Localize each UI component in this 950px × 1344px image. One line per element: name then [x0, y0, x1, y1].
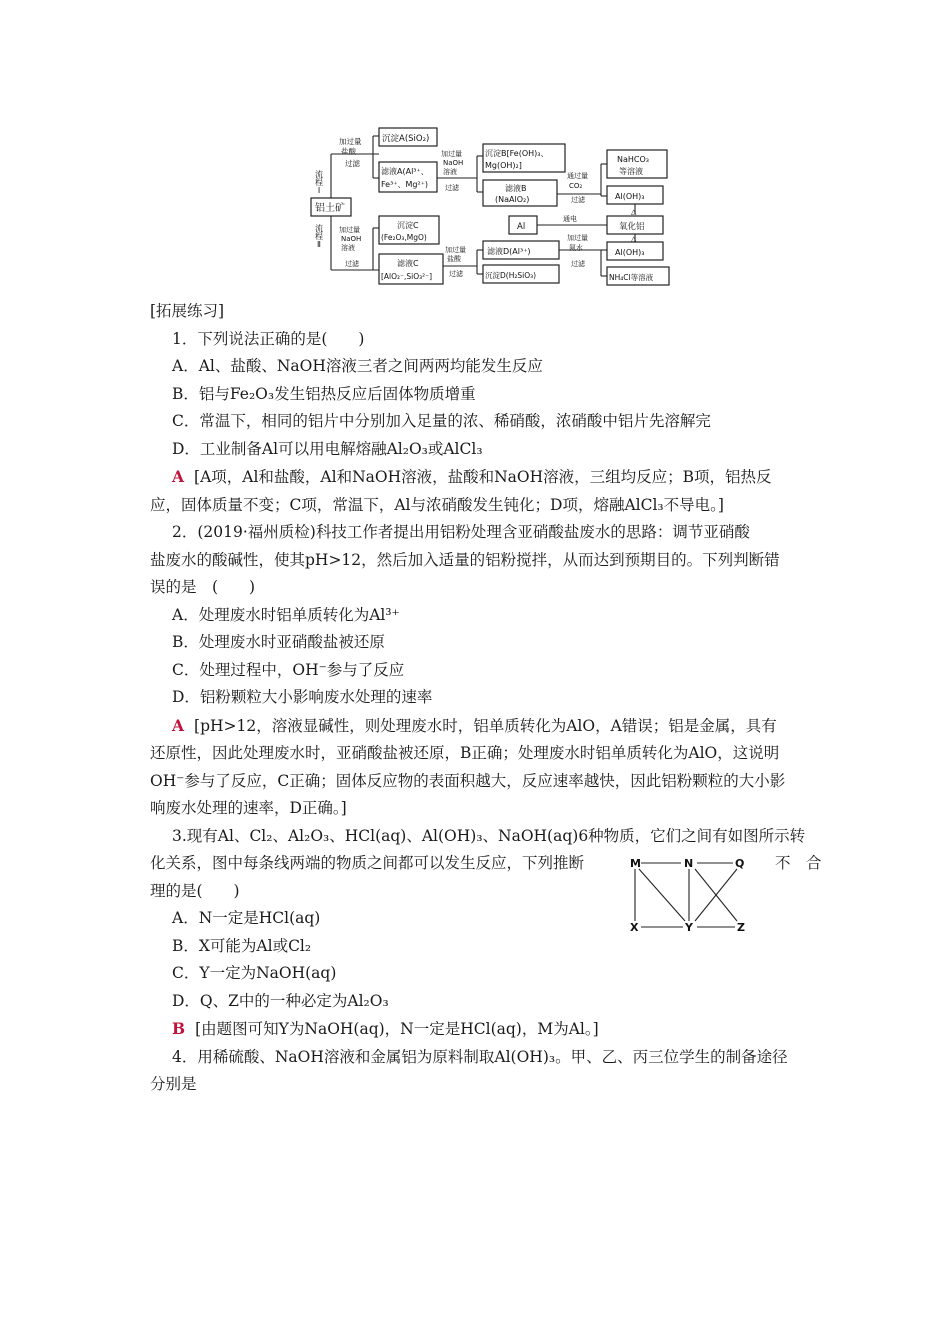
- bauxite-label: 铝土矿: [315, 203, 345, 214]
- r1-cond2c: 溶液: [443, 168, 457, 176]
- route1-label: 流程Ⅰ: [314, 170, 324, 195]
- q2-stem-line1: 2．(2019·福州质检)科技工作者提出用铝粉处理含亚硝酸盐废水的思路：调节亚硝酸: [172, 523, 750, 541]
- r1-cond2a: 加过量: [441, 150, 462, 158]
- q2-answer: A: [172, 715, 185, 735]
- q4-stem-line1: 4．用稀硫酸、NaOH溶液和金属铝为原料制取Al(OH)₃。甲、乙、丙三位学生的制备途径: [172, 1047, 788, 1066]
- electrolysis-label: 通电: [563, 215, 577, 223]
- r2-cond3b: 氨水: [569, 244, 583, 252]
- q2-explanation-line3: OH⁻参与了反应，C正确；固体反应物的表面积越大，反应速率越快，因此铝粉颗粒的大小影: [150, 771, 786, 790]
- r2-cond2a: 加过量: [445, 246, 466, 254]
- q1-stem: 1．下列说法正确的是( ): [172, 329, 365, 348]
- q3-option-b: B．X可能为Al或Cl₂: [172, 936, 312, 955]
- q3-stem-line2-end: 不 合: [775, 854, 822, 872]
- heat-symbol-bottom: △: [631, 235, 637, 243]
- nahco3-line1: NaHCO₃: [617, 155, 649, 164]
- ppt-b-line2: Mg(OH)₂]: [485, 161, 522, 170]
- nahco3-line2: 等溶液: [619, 167, 643, 176]
- node-q: Q: [735, 857, 745, 870]
- ppt-b-line1: 沉淀B[Fe(OH)₃、: [485, 149, 549, 158]
- q2-explanation-line4: 响废水处理的速率，D正确。]: [150, 799, 347, 817]
- ppt-d-label: 沉淀D(H₂SiO₃): [485, 271, 537, 280]
- node-z: Z: [737, 921, 745, 934]
- node-n: N: [684, 857, 694, 870]
- filtrate-d-label: 滤液D(Al³⁺): [487, 247, 531, 256]
- q2-option-b: B．处理废水时亚硝酸盐被还原: [172, 633, 385, 651]
- ppt-a-label: 沉淀A(SiO₂): [382, 134, 430, 144]
- substance-relation-diagram: [625, 855, 755, 935]
- q3-stem-line3: 理的是( ): [150, 881, 240, 900]
- q1-option-c: C．常温下，相同的铝片中分别加入足量的浓、稀硝酸，浓硝酸中铝片先溶解完: [172, 412, 711, 430]
- r2-cond1b: NaOH: [341, 235, 362, 243]
- r2-cond1c: 溶液: [341, 244, 355, 252]
- q3-stem-line2: 化关系，图中每条线两端的物质之间都可以发生反应，下列推断 不 合: [150, 850, 820, 878]
- r1-cond3a: 通过量: [567, 172, 588, 180]
- q1-option-b: B．铝与Fe₂O₃发生铝热反应后固体物质增重: [172, 384, 476, 403]
- node-x: X: [630, 921, 639, 934]
- filtrate-a-line1: 滤液A(Al³⁺、: [381, 167, 429, 176]
- r2-cond3a: 加过量: [567, 234, 588, 242]
- q3-option-d: D．Q、Z中的一种必定为Al₂O₃: [172, 991, 389, 1010]
- q3-answer: B: [172, 1019, 186, 1038]
- r1-cond3b: CO₂: [569, 182, 583, 190]
- filtrate-c-line2: [AlO₂⁻,SiO₃²⁻]: [381, 272, 433, 281]
- q1-answer: A: [172, 467, 185, 486]
- r1-cond1a: 加过量: [339, 137, 362, 146]
- q1-explanation-line1: A [A项，Al和盐酸，Al和NaOH溶液，盐酸和NaOH溶液，三组均反应；B项，铝热反: [172, 467, 772, 486]
- ppt-c-line2: (Fe₂O₃,MgO): [381, 233, 427, 242]
- q2-option-c: C．处理过程中，OH⁻参与了反应: [172, 660, 405, 679]
- r1-cond2b: NaOH: [443, 159, 464, 167]
- aloh3-bottom-label: Al(OH)₃: [615, 248, 645, 257]
- r2-cond2c: 过滤: [449, 270, 463, 278]
- r2-cond3c: 过滤: [571, 260, 585, 268]
- q3-explanation: B [由题图可知Y为NaOH(aq)，N一定是HCl(aq)，M为Al。]: [172, 1019, 599, 1038]
- q2-explanation-line2: 还原性，因此处理废水时，亚硝酸盐被还原，B正确；处理废水时铝单质转化为AlO，这说明: [150, 744, 780, 762]
- q3-option-c: C．Y一定为NaOH(aq): [172, 964, 337, 982]
- aloh3-top-label: Al(OH)₃: [615, 192, 645, 201]
- alumina-label: 氧化铝: [619, 222, 645, 232]
- q2-explanation-line1: A [pH>12，溶液显碱性，则处理废水时，铝单质转化为AlO，A错误；铝是金属，具有: [172, 715, 777, 735]
- r1-cond2d: 过滤: [445, 184, 459, 192]
- q3-option-a: A．N一定是HCl(aq): [172, 909, 321, 927]
- q2-option-a: A．处理废水时铝单质转化为Al³⁺: [172, 605, 400, 624]
- q2-stem-line2: 盐废水的酸碱性，使其pH>12，然后加入适量的铝粉搅拌，从而达到预期目的。下列判断错: [150, 550, 780, 569]
- r2-cond1a: 加过量: [339, 226, 360, 234]
- section-title: [拓展练习]: [150, 302, 225, 320]
- r1-cond3c: 过滤: [571, 196, 585, 204]
- aluminium-label: Al: [517, 222, 526, 232]
- heat-symbol-top: △: [631, 208, 637, 216]
- exercise-section: [150, 298, 820, 1099]
- q1-explanation-line2: 应，固体质量不变；C项，常温下，Al与浓硝酸发生钝化；D项，熔融AlCl₃不导电。]: [150, 495, 724, 514]
- q2-option-d: D．铝粉颗粒大小影响废水处理的速率: [172, 688, 433, 706]
- filtrate-b-line2: (NaAlO₂): [495, 195, 530, 204]
- q2-stem-line3: 误的是 ( ): [150, 578, 256, 596]
- q3-stem-line1: 3.现有Al、Cl₂、Al₂O₃、HCl(aq)、Al(OH)₃、NaOH(aq)6种物质，它们之间有如图所示转: [172, 826, 806, 845]
- nh4cl-label: NH₄Cl等溶液: [609, 273, 654, 282]
- q1-option-d: D．工业制备Al可以用电解熔融Al₂O₃或AlCl₃: [172, 439, 483, 458]
- q4-stem-line2: 分别是: [150, 1075, 197, 1093]
- route2-label: 流程Ⅱ: [314, 224, 324, 249]
- filtrate-b-line1: 滤液B: [505, 184, 527, 193]
- node-y: Y: [685, 921, 693, 934]
- filtrate-a-line2: Fe³⁺、Mg²⁺): [381, 180, 429, 189]
- r1-cond1b: 盐酸: [341, 147, 356, 156]
- alumina-process-flowchart: [305, 120, 675, 290]
- node-m: M: [630, 857, 641, 870]
- q1-option-a: A．Al、盐酸、NaOH溶液三者之间两两均能发生反应: [172, 357, 543, 375]
- r2-cond2b: 盐酸: [447, 255, 461, 263]
- ppt-c-line1: 沉淀C: [397, 221, 419, 230]
- r1-cond1c: 过滤: [345, 159, 360, 168]
- filtrate-c-line1: 滤液C: [397, 259, 419, 268]
- r2-cond1d: 过滤: [345, 260, 359, 268]
